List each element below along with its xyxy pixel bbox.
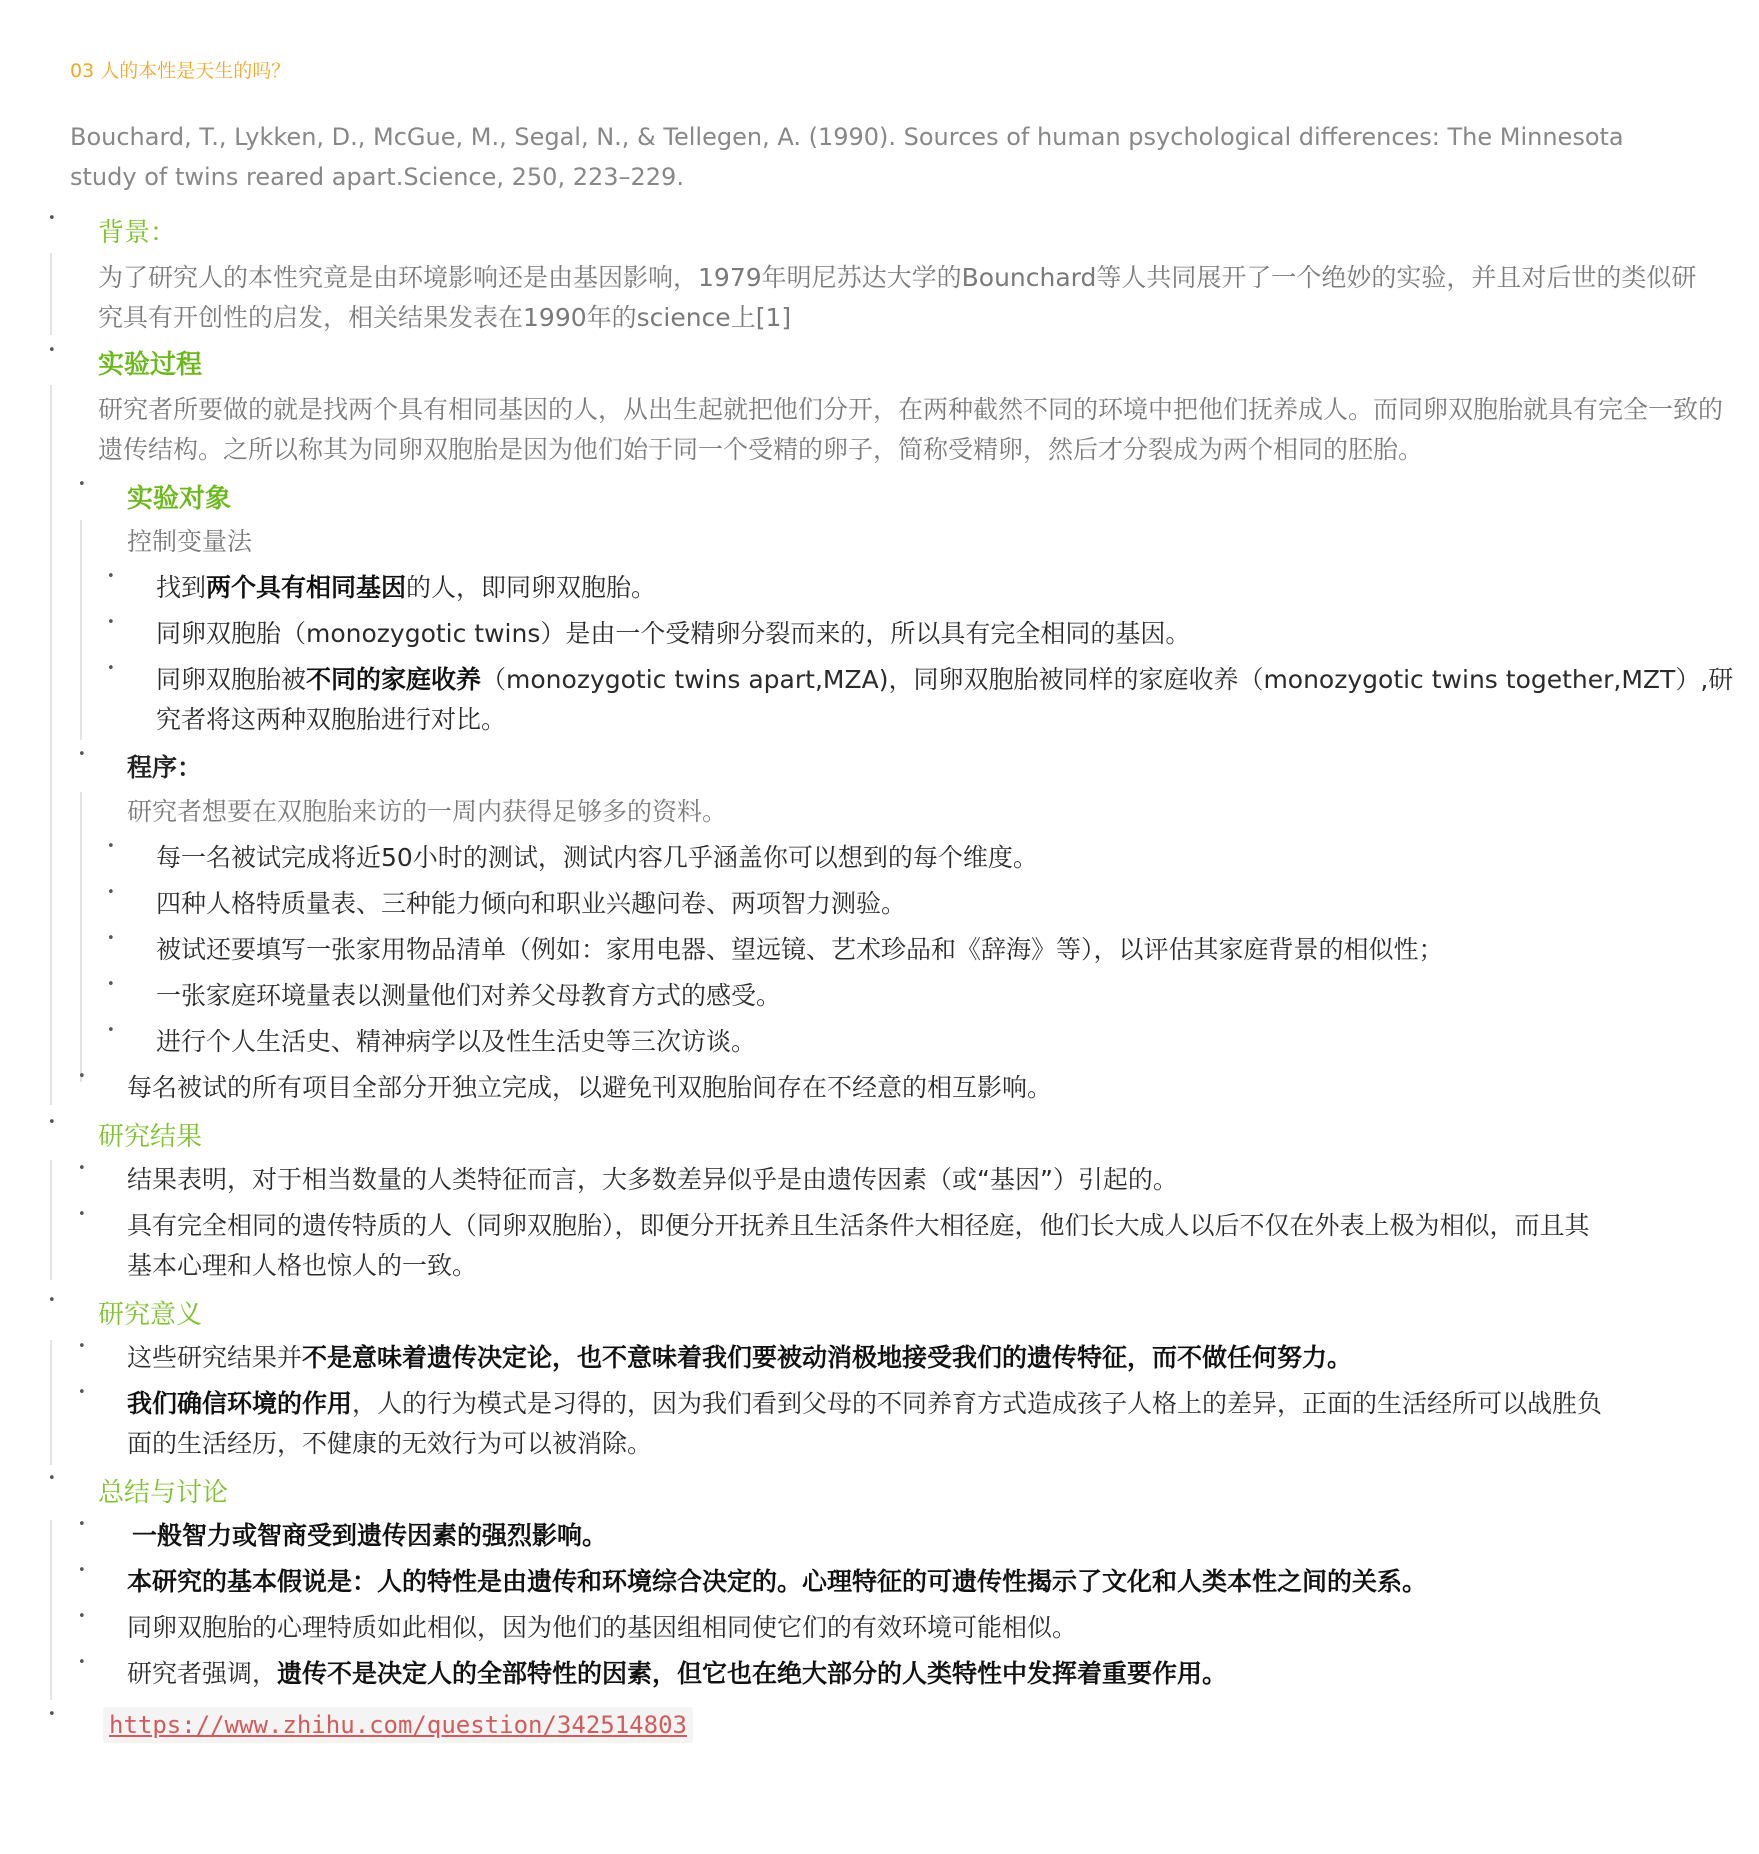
list-bullet: •: [107, 977, 115, 992]
emphasis: 遗传不是决定人的全部特性的因素，但它也在绝大部分的人类特性中发挥着重要作用。: [277, 1659, 1228, 1688]
list-bullet: •: [78, 1207, 86, 1222]
list-item: [127, 1384, 1602, 1424]
emphasis: 不是意味着遗传决定论，也不意味着我们要被动消极地接受我们的遗传特征，而不做任何努力。: [302, 1343, 1353, 1372]
list-bullet: •: [48, 1471, 56, 1486]
list-bullet: •: [78, 1609, 86, 1624]
list-item: [156, 660, 1733, 700]
heading-subjects: 实验对象: [127, 483, 232, 514]
emphasis: 不同的家庭收养: [306, 665, 482, 694]
procedure-note: 研究者想要在双胞胎来访的一周内获得足够多的资料。: [127, 797, 728, 826]
list-bullet: •: [48, 1293, 56, 1308]
list-item: 同卵双胞胎（monozygotic twins）是由一个受精卵分裂而来的，所以具有完全相同的基因。: [156, 619, 1191, 648]
indent-line: [50, 1520, 52, 1700]
text: 同卵双胞胎被: [156, 665, 307, 694]
text: 找到: [156, 573, 207, 602]
list-bullet: •: [78, 747, 86, 762]
list-item: 每名被试的所有项目全部分开独立完成，以避免刊双胞胎间存在不经意的相互影响。: [127, 1073, 1053, 1102]
indent-line: [50, 253, 52, 335]
list-bullet: •: [78, 1069, 86, 1084]
list-item: 每一名被试完成将近50小时的测试，测试内容几乎涵盖你可以想到的每个维度。: [156, 843, 1038, 872]
list-bullet: •: [107, 661, 115, 676]
list-item: 一般智力或智商受到遗传因素的强烈影响。: [132, 1521, 608, 1550]
heading-procedure: 程序：: [127, 753, 203, 782]
list-item-continuation: 究者将这两种双胞胎进行对比。: [156, 705, 507, 734]
list-item: 进行个人生活史、精神病学以及性生活史等三次访谈。: [156, 1027, 757, 1056]
list-item: [156, 568, 656, 608]
list-bullet: •: [107, 839, 115, 854]
list-item-continuation: 面的生活经历，不健康的无效行为可以被消除。: [127, 1429, 653, 1458]
heading-significance: 研究意义: [98, 1299, 203, 1330]
list-item: 四种人格特质量表、三种能力倾向和职业兴趣问卷、两项智力测验。: [156, 889, 907, 918]
heading-process: 实验过程: [98, 349, 203, 380]
list-item: 结果表明，对于相当数量的人类特征而言，大多数差异似乎是由遗传因素（或“基因”）引起的。: [127, 1165, 1178, 1194]
list-bullet: •: [78, 1517, 86, 1532]
subjects-note: 控制变量法: [127, 527, 253, 556]
citation: Bouchard, T., Lykken, D., McGue, M., Segal, N., & Tellegen, A. (1990). Sources of human psychological differences: The Minnesota study of twins reared apart.Science, 250, 223–229.: [70, 123, 1624, 191]
text: ，人的行为模式是习得的，因为我们看到父母的不同养育方式造成孩子人格上的差异，正面的生活经所可以战胜负: [352, 1389, 1603, 1418]
text: 研究者强调，: [127, 1659, 278, 1688]
emphasis: 两个具有相同基因: [206, 573, 407, 602]
source-link[interactable]: https://www.zhihu.com/question/342514803: [103, 1707, 693, 1743]
list-item: [127, 1654, 1227, 1694]
list-item: [127, 1338, 1352, 1378]
list-item: 被试还要填写一张家用物品清单（例如：家用电器、望远镜、艺术珍品和《辞海》等），以评估其家庭背景的相似性；: [156, 935, 1444, 964]
list-bullet: •: [48, 343, 56, 358]
list-bullet: •: [107, 931, 115, 946]
list-bullet: •: [78, 477, 86, 492]
indent-line: [50, 1160, 52, 1280]
list-item: 具有完全相同的遗传特质的人（同卵双胞胎），即便分开抚养且生活条件大相径庭，他们长大成人以后不仅在外表上极为相似，而且其: [127, 1211, 1590, 1240]
list-bullet: •: [107, 885, 115, 900]
heading-summary: 总结与讨论: [98, 1477, 229, 1508]
indent-line: [50, 385, 52, 1105]
list-item: 一张家庭环境量表以测量他们对养父母教育方式的感受。: [156, 981, 782, 1010]
list-item: 本研究的基本假说是：人的特性是由遗传和环境综合决定的。心理特征的可遗传性揭示了文化和人类本性之间的关系。: [127, 1567, 1428, 1596]
text: 这些研究结果并: [127, 1343, 303, 1372]
list-bullet: •: [48, 211, 56, 226]
text: 的人，即同卵双胞胎。: [406, 573, 657, 602]
list-item: 同卵双胞胎的心理特质如此相似，因为他们的基因组相同使它们的有效环境可能相似。: [127, 1613, 1078, 1642]
list-bullet: •: [48, 1707, 56, 1722]
list-item-continuation: 基本心理和人格也惊人的一致。: [127, 1251, 478, 1280]
heading-background: 背景：: [98, 217, 177, 248]
list-bullet: •: [78, 1161, 86, 1176]
list-bullet: •: [78, 1655, 86, 1670]
list-bullet: •: [107, 615, 115, 630]
indent-line: [80, 792, 82, 1082]
section-title: 03 人的本性是天生的吗？: [70, 60, 291, 82]
list-bullet: •: [78, 1339, 86, 1354]
list-bullet: •: [78, 1385, 86, 1400]
process-text: 研究者所要做的就是找两个具有相同基因的人，从出生起就把他们分开，在两种截然不同的环境中把他们抚养成人。而同卵双胞胎就具有完全一致的遗传结构。之所以称其为同卵双胞胎是因为他们始于同一个受精的卵子，简称受精卵，然后才分裂成为两个相同的胚胎。: [98, 395, 1724, 464]
list-bullet: •: [78, 1563, 86, 1578]
indent-line: [80, 520, 82, 740]
text: （monozygotic twins apart,MZA)，同卵双胞胎被同样的家庭收养（monozygotic twins together,MZT）,研: [481, 665, 1734, 694]
list-bullet: •: [48, 1115, 56, 1130]
indent-line: [50, 1340, 52, 1465]
emphasis: 我们确信环境的作用: [127, 1389, 353, 1418]
list-bullet: •: [107, 569, 115, 584]
heading-results: 研究结果: [98, 1121, 203, 1152]
background-text: 为了研究人的本性究竟是由环境影响还是由基因影响，1979年明尼苏达大学的Bounchard等人共同展开了一个绝妙的实验，并且对后世的类似研究具有开创性的启发，相关结果发表在1990年的science上[1]: [98, 263, 1697, 332]
list-bullet: •: [107, 1023, 115, 1038]
